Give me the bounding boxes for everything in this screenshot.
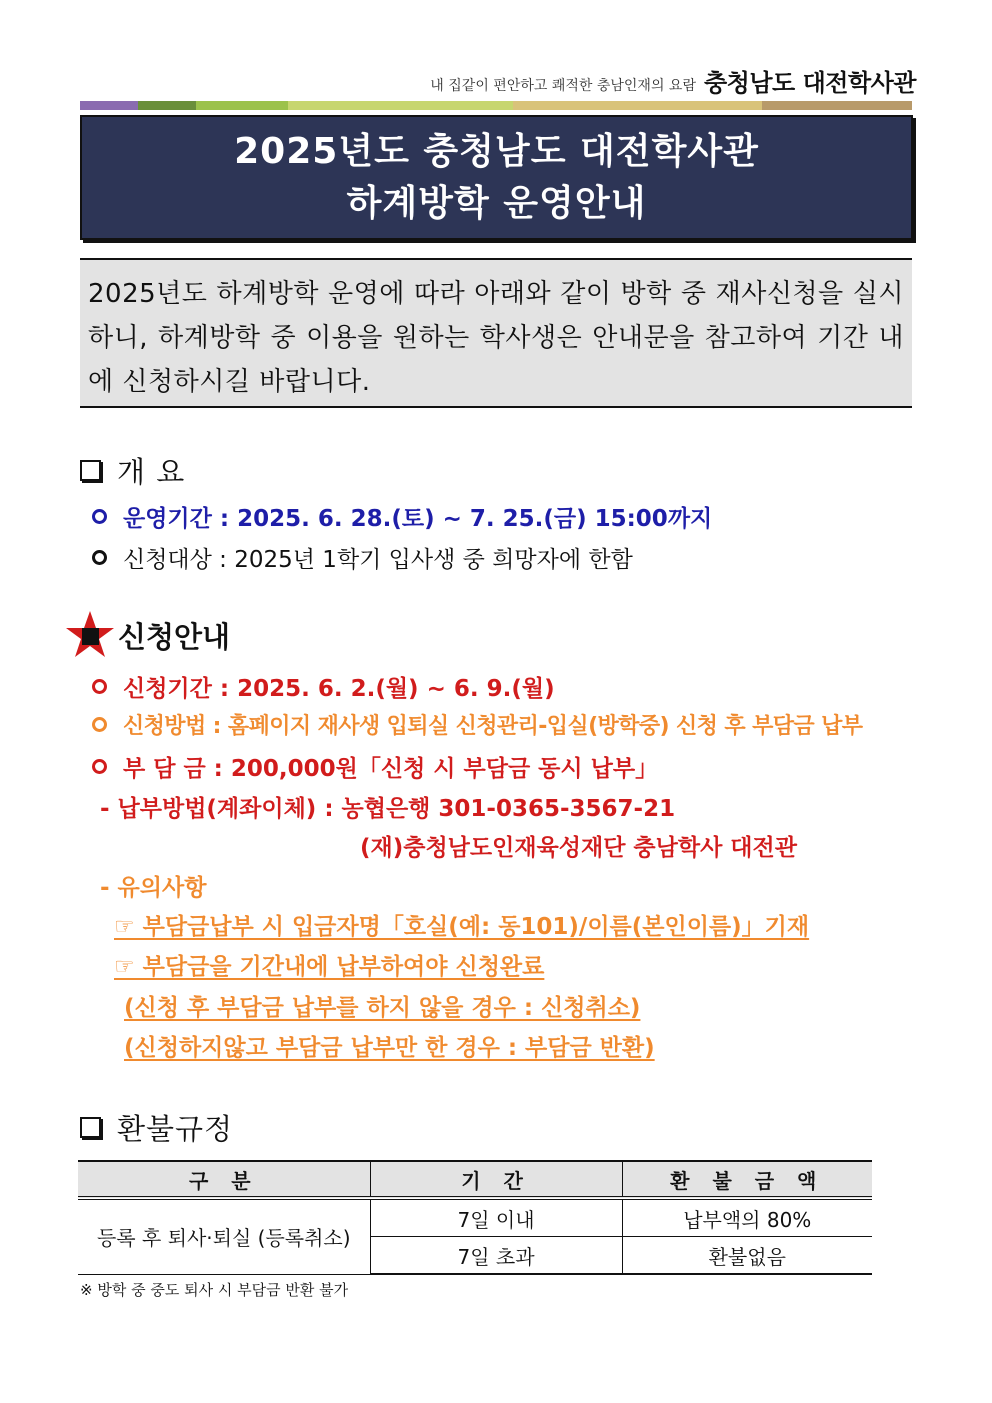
- refund-period: 7일 초과: [370, 1237, 622, 1275]
- table-row: [78, 1198, 872, 1237]
- application-method: 신청방법 : 홈페이지 재사생 입퇴실 신청관리-입실(방학중) 신청 후 부담금 납부: [123, 714, 863, 739]
- intro-box: [80, 258, 912, 408]
- payment-method: - 납부방법(계좌이체) : 농협은행 301-0365-3567-21: [100, 796, 676, 822]
- note-2-line: [114, 948, 544, 981]
- section-title: 개 요: [117, 455, 186, 489]
- document-header: [80, 68, 916, 98]
- section-title: 신청안내: [118, 619, 231, 654]
- section-title: 환불규정: [117, 1112, 234, 1146]
- notes-heading: - 유의사항: [100, 875, 207, 901]
- footnote: ※ 방학 중 중도 퇴사 시 부담금 반환 불가: [80, 1281, 349, 1299]
- slogan: 내 집같이 편안하고 쾌적한 충남인재의 요람: [430, 78, 696, 94]
- operation-period: 운영기간 : 2025. 6. 28.(토) ~ 7. 25.(금) 15:00까지: [123, 506, 713, 532]
- application-period-line: [92, 670, 555, 703]
- note-4-line: [124, 1029, 655, 1062]
- column-header: 환 불 금 액: [622, 1161, 872, 1198]
- section-refund-heading: [80, 1107, 233, 1148]
- circle-bullet-icon: [92, 550, 107, 565]
- account-holder-line: [360, 829, 797, 862]
- application-method-line: [92, 709, 862, 740]
- circle-bullet-icon: [92, 679, 107, 694]
- refund-amount: 환불없음: [622, 1237, 872, 1275]
- header-color-stripe: [80, 101, 912, 110]
- section-overview-heading: [80, 450, 185, 491]
- title-box: [80, 115, 913, 240]
- note-1: ☞ 부담금납부 시 입금자명「호실(예: 동101)/이름(본인이름)」기재: [114, 914, 810, 940]
- target-line: [92, 541, 633, 574]
- star-icon: [64, 610, 116, 660]
- title-line-1: 2025년도 충청남도 대전학사관: [234, 130, 759, 172]
- checkbox-square-icon: [80, 1117, 101, 1138]
- operation-period-line: [92, 500, 712, 533]
- payment-method-line: [100, 790, 675, 823]
- fee: 부 담 금 : 200,000원「신청 시 부담금 동시 납부」: [123, 756, 659, 782]
- fee-line: [92, 750, 658, 783]
- column-header: 기 간: [370, 1161, 622, 1198]
- table-header-row: [78, 1161, 872, 1198]
- note-2: ☞ 부담금을 기간내에 납부하여야 신청완료: [114, 954, 545, 980]
- refund-amount: 납부액의 80%: [622, 1198, 872, 1237]
- notes-heading-line: [100, 869, 206, 902]
- column-header: 구 분: [78, 1161, 370, 1198]
- circle-bullet-icon: [92, 717, 107, 732]
- checkbox-square-icon: [80, 460, 101, 481]
- intro-text: 2025년도 하계방학 운영에 따라 아래와 같이 방학 중 재사신청을 실시하니, 하계방학 중 이용을 원하는 학사생은 안내문을 참고하여 기간 내에 신청하시길 바랍니다.: [88, 279, 904, 397]
- note-4: (신청하지않고 부담금 납부만 한 경우 : 부담금 반환): [124, 1035, 655, 1061]
- circle-bullet-icon: [92, 509, 107, 524]
- application-target: 신청대상 : 2025년 1학기 입사생 중 희망자에 한함: [123, 547, 633, 573]
- refund-period: 7일 이내: [370, 1198, 622, 1237]
- account-holder: (재)충청남도인재육성재단 충남학사 대전관: [360, 835, 797, 861]
- org-name: 충청남도 대전학사관: [703, 69, 916, 97]
- circle-bullet-icon: [92, 759, 107, 774]
- application-period: 신청기간 : 2025. 6. 2.(월) ~ 6. 9.(월): [123, 676, 555, 702]
- title-line-2: 하계방학 운영안내: [346, 182, 647, 224]
- section-application-heading: [64, 610, 230, 660]
- note-3: (신청 후 부담금 납부를 하지 않을 경우 : 신청취소): [124, 995, 641, 1021]
- note-1-line: [114, 908, 809, 941]
- refund-category: 등록 후 퇴사·퇴실 (등록취소): [78, 1198, 370, 1274]
- note-3-line: [124, 989, 640, 1022]
- refund-table: [78, 1160, 872, 1275]
